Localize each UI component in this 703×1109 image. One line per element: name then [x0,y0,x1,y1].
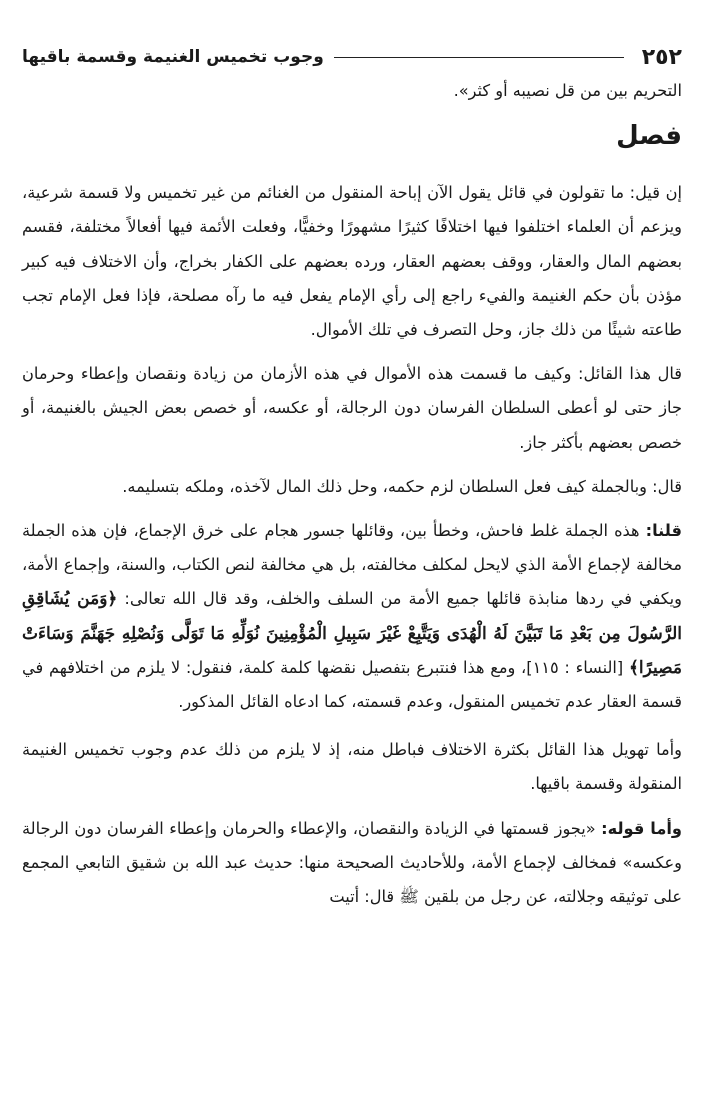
paragraph-6-text: «يجوز قسمتها في الزيادة والنقصان، والإعطاء والحرمان وإعطاء الفرسان دون الرجالة وعكسه» فمخالف لإجماع الأمة، وللأحاديث الصحيحة منها: حديث عبد الله بن شقيق التابعي المجمع على توثيقه وجلالته، عن رجل من بلقين ﷺ قال: أتيت [22,818,682,907]
paragraph-6 [22,812,682,915]
page-header [22,40,682,74]
paragraph-2: قال هذا القائل: وكيف ما قسمت هذه الأموال في هذه الأزمان من زيادة ونقصان وإعطاء وحرمان جاز حتى لو أعطى السلطان الفرسان دون الرجالة، أو عكسه، أو خصص بعض الجيش بالغنيمة، أو خصص بعضهم بأكثر جاز. [22,364,682,452]
body-text [22,74,682,914]
paragraph-1: إن قيل: ما تقولون في قائل يقول الآن إباحة المنقول من الغنائم من غير تخميس ولا قسمة شرعية، ويزعم أن العلماء اختلفوا فيها اختلافًا كثيرًا مشهورًا وخفيًّا، وفعلت الأئمة فيها أفعالاً مختلفة، فقسم بعضهم المال والعقار، ووقف بعضهم العقار، ورده بعضهم على الكفار بخراج، وأن الاختلاف فيه كبير مؤذن بأن حكم الغنيمة والفيء راجع إلى رأي الإمام يفعل فيه ما رآه مصلحة، فإذا فعل الإمام تجب طاعته شيئًا من ذلك جاز، وحل التصرف في تلك الأموال. [22,183,682,340]
paragraph-4-text-b: ، ومع هذا فنتبرع بتفصيل نقضها كلمة كلمة، فنقول: لا يلزم من اختلافهم في قسمة العقار عدم تخميس المنقول، وعدم قسمته، كما ادعاه القائل المذكور. [22,657,682,712]
paragraph-3: قال: وبالجملة كيف فعل السلطان لزم حكمه، وحل ذلك المال لآخذه، وملكه بتسليمه. [122,476,682,496]
section-heading: فصل [616,121,682,152]
page-number: ٢٥٢ [641,44,682,70]
book-page [22,40,682,1100]
header-rule [334,57,624,58]
quran-verse: ﴿وَمَن يُشَاقِقِ الرَّسُولَ مِن بَعْدِ مَا تَبَيَّنَ لَهُ الْهُدَى وَيَتَّبِعْ غَيْرَ سَبِيلِ الْمُؤْمِنِينَ نُوَلِّهِ مَا تَوَلَّى وَنُصْلِهِ جَهَنَّمَ وَسَاءَتْ مَصِيرًا﴾ [22,589,682,678]
paragraph-6-lead: وأما قوله: [601,818,682,838]
paragraph-4-lead: قلنا: [645,521,682,541]
running-title: وجوب تخميس الغنيمة وقسمة باقيها [22,47,324,67]
paragraph-4-text-a: هذه الجملة غلط فاحش، وخطأ بين، وقائلها جسور هجام على خرق الإجماع، فإن هذه الجملة مخالفة لإجماع الأمة الذي لايحل لمكلف مخالفته، بل هي مخالفة لنص الكتاب، والسنة، وإجماع الأمة، ويكفي في ردها منابذة قائلها جميع الأمة من السلف والخلف، وقد قال الله تعالى: [22,521,682,609]
paragraph-5: وأما تهويل هذا القائل بكثرة الاختلاف فباطل منه، إذ لا يلزم من ذلك عدم وجوب تخميس الغنيمة المنقولة وقسمة باقيها. [22,740,682,794]
verse-reference: [النساء : ١١٥] [526,657,629,677]
paragraph-4 [22,514,682,719]
continuation-line: التحريم بين من قل نصيبه أو كثر». [453,81,682,100]
